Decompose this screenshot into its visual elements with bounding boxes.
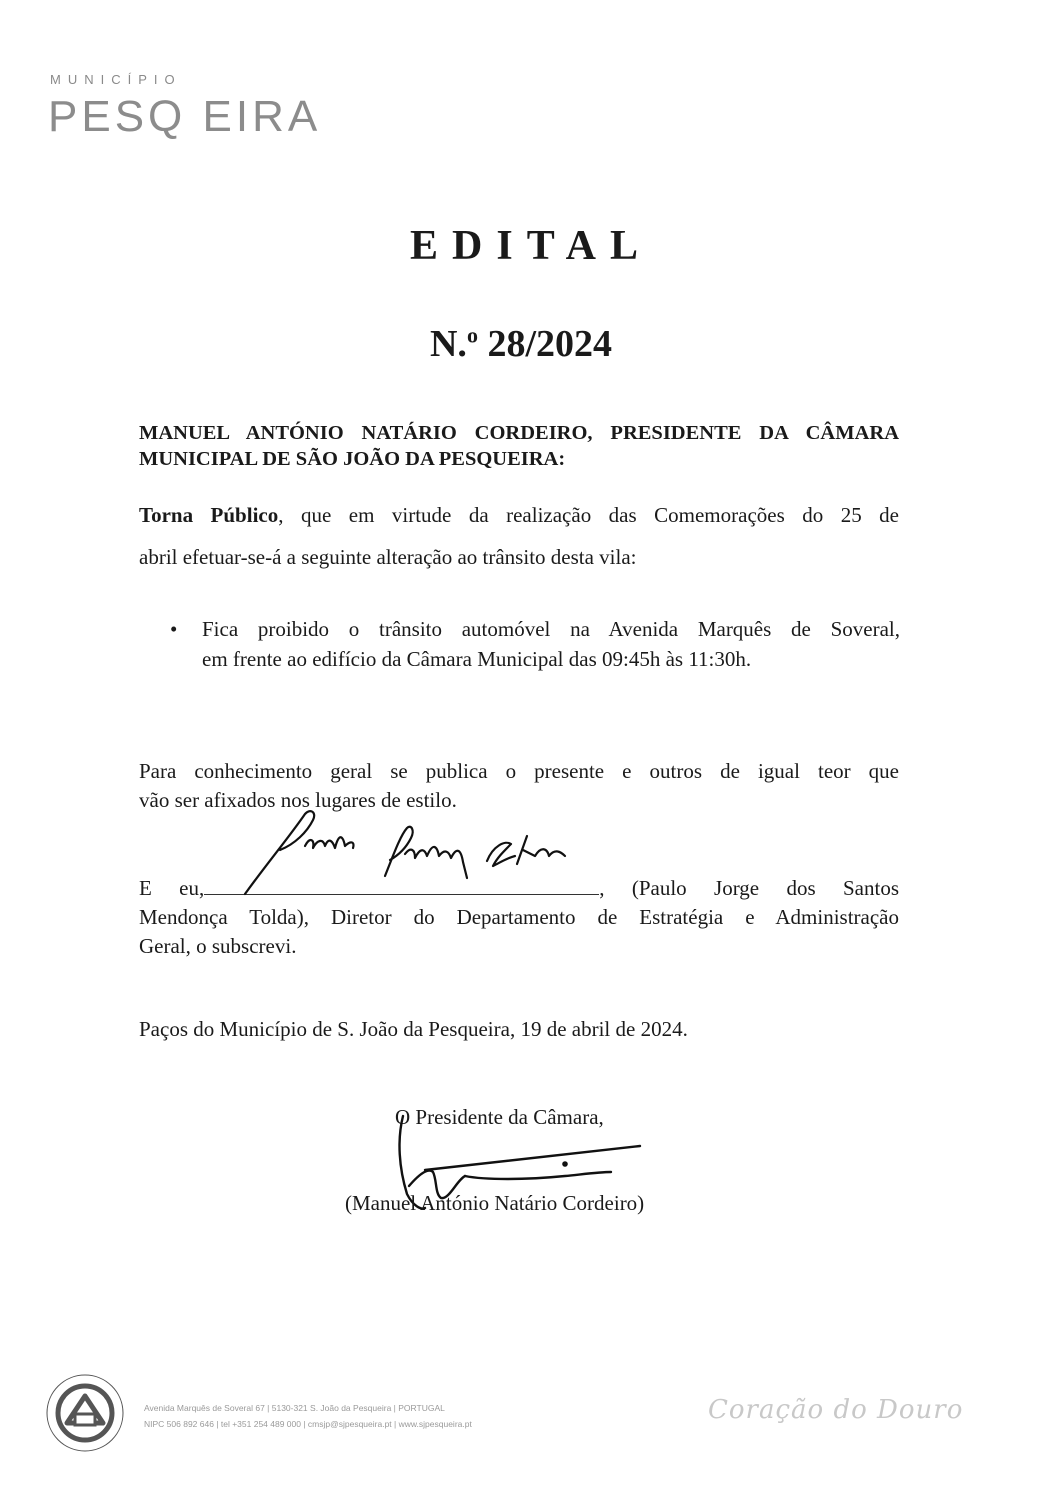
subscription-line-2: Mendonça Tolda), Diretor do Departamento de Estratégia e Administração (139, 905, 899, 929)
publication-line-2: vão ser afixados nos lugares de estilo. (139, 788, 457, 812)
publication-line-1: Para conhecimento geral se publica o presente e outros de igual teor que (139, 759, 899, 783)
issuer-heading (139, 420, 899, 472)
number-ordinal: o (466, 322, 478, 348)
president-name: (Manuel António Natário Cordeiro) (345, 1191, 645, 1215)
footer-contacts: NIPC 506 892 646 | tel +351 254 489 000 | cmsjp@sjpesqueira.pt | www.sjpesqueira.pt (144, 1419, 472, 1429)
bullet-line-1: Fica proibido o trânsito automóvel na Avenida Marquês de Soveral, (202, 617, 900, 641)
footer-text (144, 1400, 472, 1432)
footer-address: Avenida Marquês de Soveral 67 | 5130-321 S. João da Pesqueira | PORTUGAL (144, 1403, 445, 1413)
edital-number (0, 322, 1042, 366)
municipality-logo (48, 72, 348, 142)
number-prefix: N. (429, 323, 467, 365)
place-and-date: Paços do Município de S. João da Pesqueira, 19 de abril de 2024. (139, 1017, 688, 1041)
bullet-dot: • (170, 617, 178, 641)
subscription-after-line: , (Paulo Jorge dos Santos (599, 876, 899, 900)
footer-slogan: Coração do Douro (708, 1395, 964, 1425)
director-signature (235, 806, 595, 901)
subscription-start: E eu, (139, 876, 205, 900)
heading-line-1: MANUEL ANTÓNIO NATÁRIO CORDEIRO, PRESIDENTE DA CÂMARA (139, 422, 899, 444)
number-value: 28/2024 (477, 323, 612, 365)
document-title: EDITAL (410, 223, 652, 269)
logo-big-text: PESQ EIRA (48, 92, 322, 141)
president-title: O Presidente da Câmara, (395, 1105, 604, 1129)
intro-line-1 (139, 494, 899, 536)
world-heritage-seal-icon (40, 1368, 130, 1458)
bullet-line-2: em frente ao edifício da Câmara Municipal das 09:45h às 11:30h. (202, 647, 752, 671)
intro-line-2: abril efetuar-se-á a seguinte alteração ao trânsito desta vila: (139, 545, 637, 569)
heading-line-2: MUNICIPAL DE SÃO JOÃO DA PESQUEIRA: (139, 448, 566, 470)
intro-line-1-rest: , que em virtude da realização das Comemorações do 25 de (278, 503, 899, 527)
intro-bold: Torna Público (139, 503, 279, 527)
subscription-line-3: Geral, o subscrevi. (139, 934, 297, 958)
bullet-text (202, 614, 900, 674)
logo-small-text: MUNICÍPIO (50, 72, 182, 87)
intro-paragraph (139, 494, 899, 578)
